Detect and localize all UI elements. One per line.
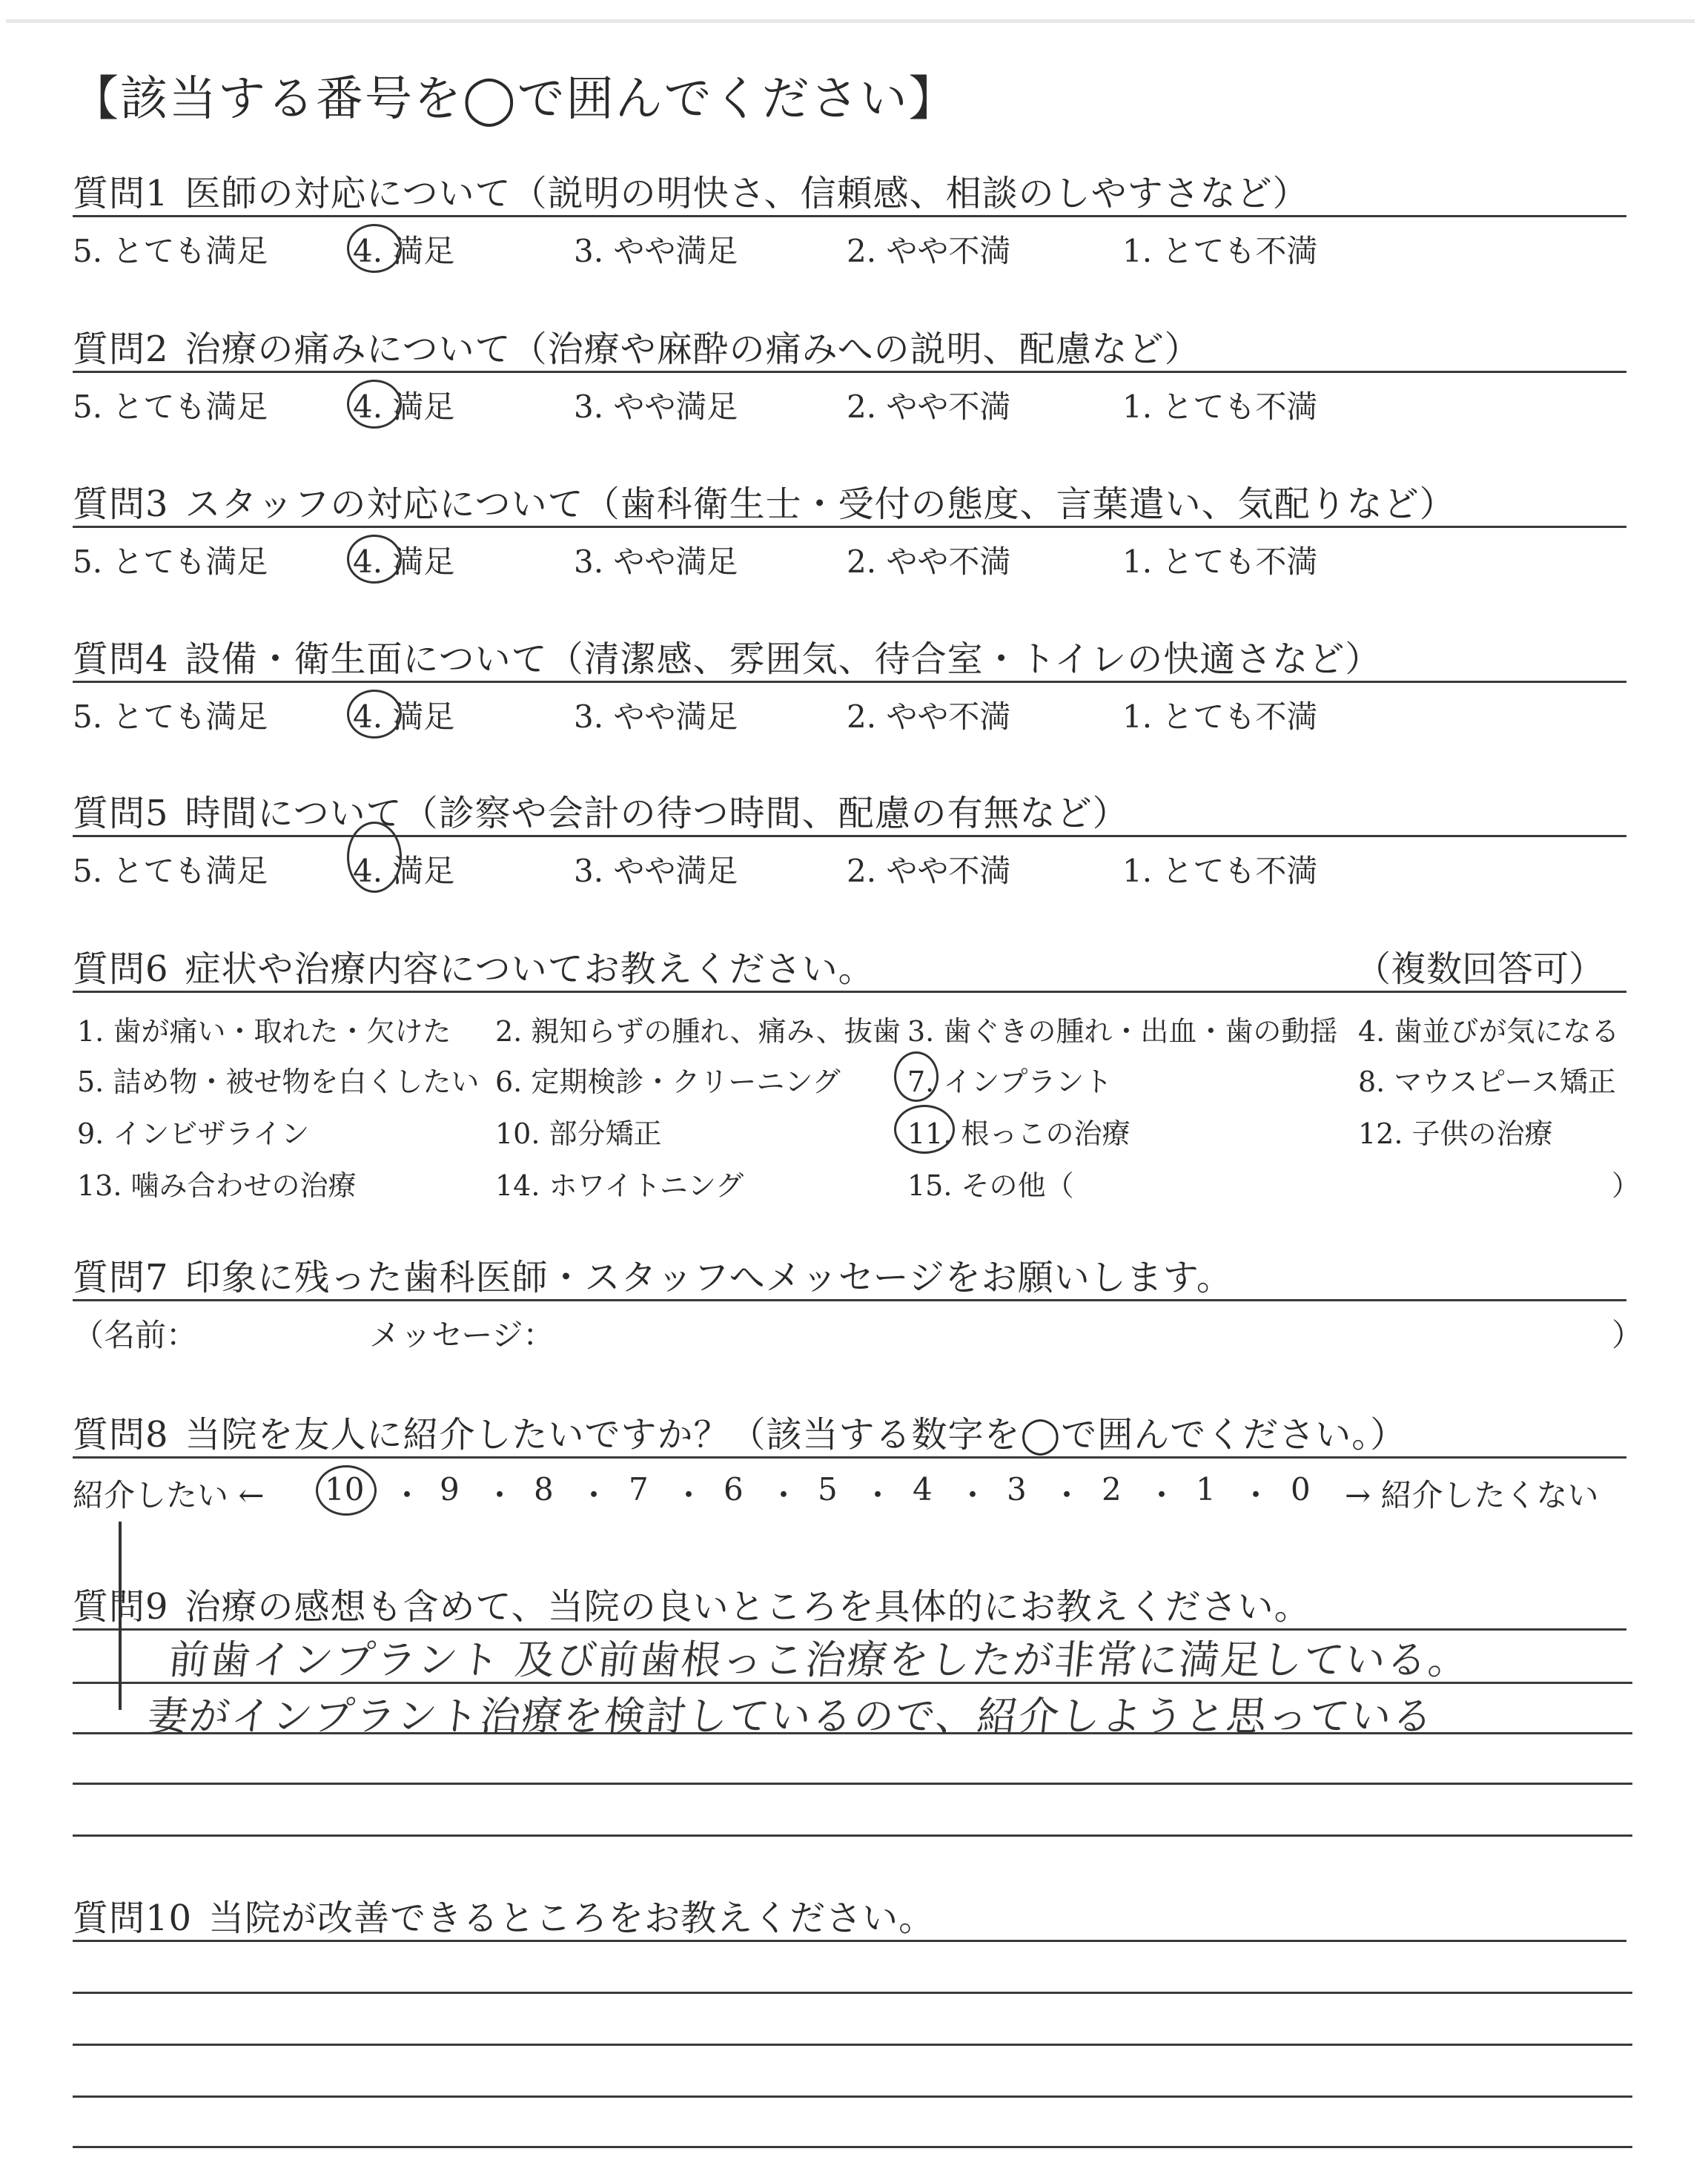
option-1[interactable]: 1. とても不満 <box>1122 853 1318 889</box>
handwritten-bracket <box>119 1522 122 1710</box>
multiple-answers-hint: （複数回答可） <box>1354 948 1604 990</box>
question-text: 治療の感想も含めて、当院の良いところを具体的にお教えください。 <box>185 1586 1311 1628</box>
scale-3[interactable]: 3 <box>1007 1471 1027 1507</box>
option-4[interactable]: 4. 満足 <box>353 389 455 425</box>
question-text: 当院が改善できるところをお教えください。 <box>208 1898 936 1939</box>
option-3[interactable]: 3. やや満足 <box>574 698 738 735</box>
question-text: 当院を友人に紹介したいですか？（該当する数字を◯で囲んでください。） <box>185 1414 1407 1456</box>
scale-dot: ・ <box>1240 1477 1272 1513</box>
question-number: 質問3 <box>73 483 169 525</box>
question-text: スタッフの対応について（歯科衛生士・受付の態度、言葉遣い、気配りなど） <box>185 483 1456 525</box>
option-2[interactable]: 2. やや不満 <box>847 698 1011 735</box>
instruction-header: 【該当する番号を◯で囲んでください】 <box>71 72 958 127</box>
message-label: メッセージ： <box>369 1317 555 1353</box>
option-1[interactable]: 1. とても不満 <box>1122 698 1318 735</box>
scale-dot: ・ <box>578 1477 610 1513</box>
option-2[interactable]: 2. やや不満 <box>847 389 1011 425</box>
option-2[interactable]: 2. やや不満 <box>847 853 1011 889</box>
scale-dot: ・ <box>673 1477 705 1513</box>
option-3[interactable]: 3. やや満足 <box>574 233 738 269</box>
scale-9[interactable]: 9 <box>440 1471 460 1507</box>
answer-line <box>73 2095 1632 2098</box>
question-1 <box>73 165 1626 269</box>
answer-line <box>73 1834 1632 1837</box>
option-3[interactable]: 3. やや満足 <box>574 853 738 889</box>
answer-line <box>73 1783 1632 1785</box>
symptom-option-10[interactable]: 10. 部分矯正 <box>495 1117 662 1150</box>
option-5[interactable]: 5. とても満足 <box>73 233 268 269</box>
option-1[interactable]: 1. とても不満 <box>1122 389 1318 425</box>
question-number: 質問4 <box>73 638 169 680</box>
symptom-option-1[interactable]: 1. 歯が痛い・取れた・欠けた <box>77 1015 451 1048</box>
scale-dot: ・ <box>391 1477 423 1513</box>
symptom-option-6[interactable]: 6. 定期検診・クリーニング <box>495 1066 841 1098</box>
answer-line <box>73 2044 1632 2046</box>
scale-dot: ・ <box>957 1477 989 1513</box>
option-5[interactable]: 5. とても満足 <box>73 389 268 425</box>
question-text: 症状や治療内容についてお教えください。 <box>185 948 875 990</box>
scale-7[interactable]: 7 <box>629 1471 649 1507</box>
recommend-right-label: → 紹介したくない <box>1345 1477 1599 1513</box>
handwritten-answer-line-1: 前歯インプラント 及び前歯根っこ治療をしたが非常に満足している。 <box>166 1636 1473 1683</box>
recommend-left-label: 紹介したい ← <box>73 1477 265 1513</box>
answer-line <box>73 2146 1632 2148</box>
handwritten-answer-line-2: 妻がインプラント治療を検討しているので、紹介しようと思っている <box>145 1693 1437 1740</box>
underline <box>73 371 1626 373</box>
scale-dot: ・ <box>862 1477 894 1513</box>
symptom-option-14[interactable]: 14. ホワイトニング <box>495 1169 744 1202</box>
underline <box>73 681 1626 683</box>
scale-2[interactable]: 2 <box>1102 1471 1122 1507</box>
top-border <box>6 19 1695 23</box>
question-9 <box>73 1578 1626 1630</box>
symptom-option-13[interactable]: 13. 噛み合わせの治療 <box>77 1169 357 1202</box>
option-3[interactable]: 3. やや満足 <box>574 389 738 425</box>
name-label: （名前： <box>73 1317 198 1353</box>
message-row <box>73 1311 1644 1355</box>
symptom-option-4[interactable]: 4. 歯並びが気になる <box>1358 1015 1620 1048</box>
symptom-option-5[interactable]: 5. 詰め物・被せ物を白くしたい <box>77 1066 480 1098</box>
answer-line <box>73 1992 1632 1994</box>
question-number: 質問9 <box>73 1586 169 1628</box>
question-4 <box>73 630 1626 735</box>
symptom-option-12[interactable]: 12. 子供の治療 <box>1358 1117 1553 1150</box>
question-number: 質問7 <box>73 1257 169 1298</box>
scale-dot: ・ <box>1051 1477 1083 1513</box>
question-number: 質問10 <box>73 1898 193 1939</box>
question-6 <box>73 940 1626 992</box>
underline <box>73 1299 1626 1301</box>
question-text: 医師の対応について（説明の明快さ、信頼感、相談のしやすさなど） <box>185 173 1309 214</box>
scale-0[interactable]: 0 <box>1291 1471 1311 1507</box>
scale-1[interactable]: 1 <box>1196 1471 1216 1507</box>
option-4[interactable]: 4. 満足 <box>353 233 455 269</box>
option-1[interactable]: 1. とても不満 <box>1122 233 1318 269</box>
question-text: 印象に残った歯科医師・スタッフへメッセージをお願いします。 <box>185 1257 1233 1298</box>
symptom-option-3[interactable]: 3. 歯ぐきの腫れ・出血・歯の動揺 <box>907 1015 1338 1048</box>
scale-6[interactable]: 6 <box>724 1471 744 1507</box>
option-4[interactable]: 4. 満足 <box>353 698 455 735</box>
scale-dot: ・ <box>1146 1477 1178 1513</box>
symptom-option-2[interactable]: 2. 親知らずの腫れ、痛み、抜歯 <box>495 1015 901 1048</box>
question-5 <box>73 785 1626 889</box>
question-7 <box>73 1249 1626 1301</box>
option-4[interactable]: 4. 満足 <box>353 544 455 580</box>
underline <box>73 215 1626 217</box>
scale-5[interactable]: 5 <box>818 1471 838 1507</box>
symptom-option-7[interactable]: 7. インプラント <box>907 1066 1113 1098</box>
underline <box>73 526 1626 528</box>
question-2 <box>73 320 1626 425</box>
message-close-paren: ） <box>1612 1317 1644 1353</box>
scale-dot: ・ <box>768 1477 800 1513</box>
scale-4[interactable]: 4 <box>913 1471 933 1507</box>
option-5[interactable]: 5. とても満足 <box>73 544 268 580</box>
underline <box>73 835 1626 837</box>
symptom-option-9[interactable]: 9. インビザライン <box>77 1117 310 1150</box>
other-close-paren: ） <box>1612 1169 1641 1202</box>
question-3 <box>73 475 1626 580</box>
symptom-option-11[interactable]: 11. 根っこの治療 <box>907 1117 1131 1150</box>
question-number: 質問6 <box>73 948 169 990</box>
underline <box>73 1456 1626 1459</box>
question-8 <box>73 1406 1626 1458</box>
question-number: 質問8 <box>73 1414 169 1456</box>
option-4[interactable]: 4. 満足 <box>353 853 455 889</box>
option-5[interactable]: 5. とても満足 <box>73 853 268 889</box>
symptom-option-8[interactable]: 8. マウスピース矯正 <box>1358 1066 1616 1098</box>
scale-10[interactable]: 10 <box>325 1471 365 1507</box>
option-2[interactable]: 2. やや不満 <box>847 233 1011 269</box>
option-1[interactable]: 1. とても不満 <box>1122 544 1318 580</box>
question-10 <box>73 1889 1626 1941</box>
question-text: 治療の痛みについて（治療や麻酔の痛みへの説明、配慮など） <box>185 328 1201 370</box>
option-3[interactable]: 3. やや満足 <box>574 544 738 580</box>
question-number: 質問5 <box>73 793 169 834</box>
question-text: 設備・衛生面について（清潔感、雰囲気、待合室・トイレの快適さなど） <box>185 638 1382 680</box>
option-5[interactable]: 5. とても満足 <box>73 698 268 735</box>
symptom-option-15[interactable]: 15. その他（ <box>907 1169 1074 1202</box>
question-number: 質問2 <box>73 328 169 370</box>
scale-8[interactable]: 8 <box>534 1471 554 1507</box>
scale-dot: ・ <box>484 1477 516 1513</box>
question-text: 時間について（診察や会計の待つ時間、配慮の有無など） <box>185 793 1129 834</box>
underline <box>73 991 1626 993</box>
underline <box>73 1940 1626 1942</box>
recommend-scale <box>73 1471 1632 1516</box>
question-number: 質問1 <box>73 173 169 214</box>
option-2[interactable]: 2. やや不満 <box>847 544 1011 580</box>
